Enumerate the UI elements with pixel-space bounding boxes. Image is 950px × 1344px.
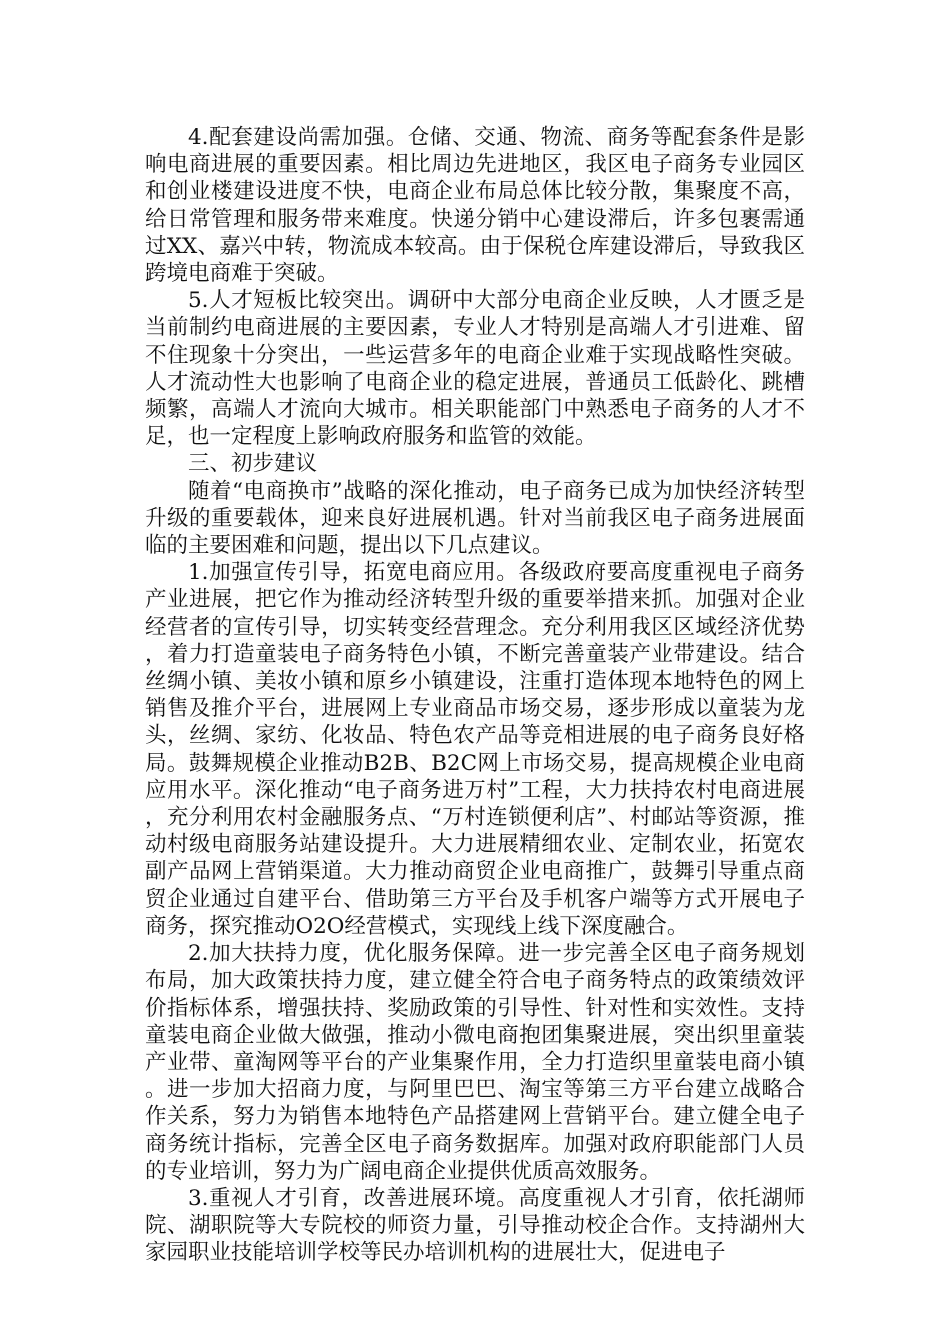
document-page <box>145 124 805 1267</box>
paragraph-suggestion-3: 3.重视人才引育，改善进展环境。高度重视人才引育，依托湖师院、湖职院等大专院校的师资力量，引导推动校企合作。支持湖州大家园职业技能培训学校等民办培训机构的进展壮大，促进电子 <box>145 1185 805 1266</box>
paragraph-intro-suggestions: 随着“电商换市”战略的深化推动，电子商务已成为加快经济转型升级的重要载体，迎来良好进展机遇。针对当前我区电子商务进展面临的主要困难和问题，提出以下几点建议。 <box>145 478 805 559</box>
paragraph-suggestion-2: 2.加大扶持力度，优化服务保障。进一步完善全区电子商务规划布局，加大政策扶持力度，建立健全符合电子商务特点的政策绩效评价指标体系，增强扶持、奖励政策的引导性、针对性和实效性。支持童装电商企业做大做强，推动小微电商抱团集聚进展，突出织里童装产业带、童淘网等平台的产业集聚作用，全力打造织里童装电商小镇。进一步加大招商力度，与阿里巴巴、淘宝等第三方平台建立战略合作关系，努力为销售本地特色产品搭建网上营销平台。建立健全电子商务统计指标，完善全区电子商务数据库。加强对政府职能部门人员的专业培训，努力为广阔电商企业提供优质高效服务。 <box>145 941 805 1184</box>
paragraph-supporting-construction: 4.配套建设尚需加强。仓储、交通、物流、商务等配套条件是影响电商进展的重要因素。相比周边先进地区，我区电子商务专业园区和创业楼建设进度不快，电商企业布局总体比较分散，集聚度不高，给日常管理和服务带来难度。快递分销中心建设滞后，许多包裹需通过XX、嘉兴中转，物流成本较高。由于保税仓库建设滞后，导致我区跨境电商难于突破。 <box>145 125 805 287</box>
paragraph-suggestion-1: 1.加强宣传引导，拓宽电商应用。各级政府要高度重视电子商务产业进展，把它作为推动经济转型升级的重要举措来抓。加强对企业经营者的宣传引导，切实转变经营理念。充分利用我区区域经济优势，着力打造童装电子商务特色小镇，不断完善童装产业带建设。结合丝绸小镇、美妆小镇和原乡小镇建设，注重打造体现本地特色的网上销售及推介平台，进展网上专业商品市场交易，逐步形成以童装为龙头，丝绸、家纺、化妆品、特色农产品等竞相进展的电子商务良好格局。鼓舞规模企业推动B2B、B2C网上市场交易，提高规模企业电商应用水平。深化推动“电子商务进万村”工程，大力扶持农村电商进展，充分利用农村金融服务点、“万村连锁便利店”、村邮站等资源，推动村级电商服务站建设提升。大力进展精细农业、定制农业，拓宽农副产品网上营销渠道。大力推动商贸企业电商推广，鼓舞引导重点商贸企业通过自建平台、借助第三方平台及手机客户端等方式开展电子商务，探究推动O2O经营模式，实现线上线下深度融合。 <box>145 560 805 939</box>
section-heading-suggestions: 三、初步建议 <box>188 451 318 477</box>
paragraph-talent-shortage: 5.人才短板比较突出。调研中大部分电商企业反映，人才匮乏是当前制约电商进展的主要因素，专业人才特别是高端人才引进难、留不住现象十分突出，一些运营多年的电商企业难于实现战略性突破。人才流动性大也影响了电商企业的稳定进展，普通员工低龄化、跳槽频繁，高端人才流向大城市。相关职能部门中熟悉电子商务的人才不足，也一定程度上影响政府服务和监管的效能。 <box>145 288 805 450</box>
